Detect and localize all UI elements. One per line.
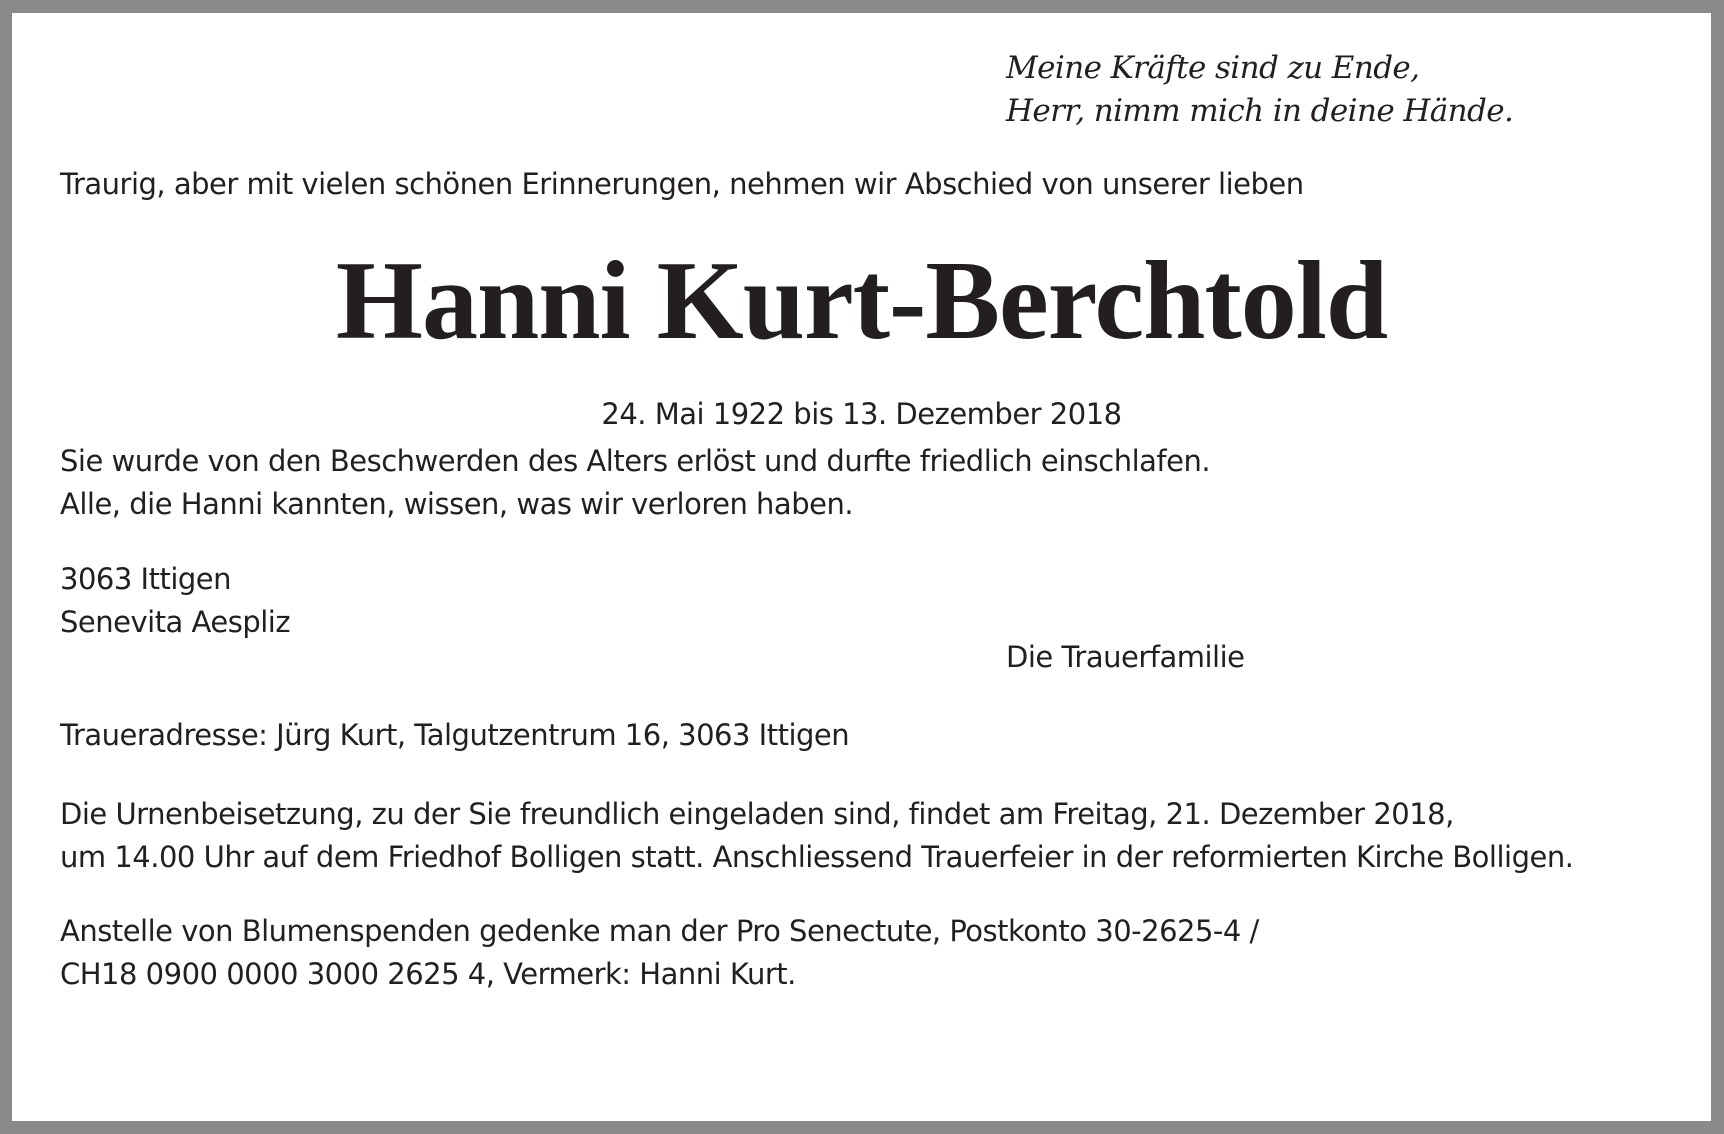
mourning-address: Traueradresse: Jürg Kurt, Talgutzentrum 16, 3063 Ittigen [60,718,850,752]
motto-line-2: Herr, nimm mich in deine Hände. [1006,93,1514,129]
message-block [60,440,1210,526]
location-line-2: Senevita Aespliz [60,605,291,639]
obituary-notice [12,13,1711,1121]
signature: Die Trauerfamilie [1006,640,1245,674]
location-block [60,558,290,644]
motto-line-1: Meine Kräfte sind zu Ende, [1006,50,1420,86]
message-line-1: Sie wurde von den Beschwerden des Alters erlöst und durfte friedlich einschlafen. [60,444,1211,478]
ceremony-line-2: um 14.00 Uhr auf dem Friedhof Bolligen statt. Anschliessend Trauerfeier in der reformierten Kirche Bolligen. [60,840,1574,874]
location-line-1: 3063 Ittigen [60,562,232,596]
donation-line-2: CH18 0900 0000 3000 2625 4, Vermerk: Hanni Kurt. [60,957,796,991]
ceremony-line-1: Die Urnenbeisetzung, zu der Sie freundlich eingeladen sind, findet am Freitag, 21. Dezember 2018, [60,797,1454,831]
message-line-2: Alle, die Hanni kannten, wissen, was wir verloren haben. [60,487,854,521]
motto-verse [1006,47,1513,133]
intro-text: Traurig, aber mit vielen schönen Erinnerungen, nehmen wir Abschied von unserer lieben [60,167,1304,201]
donation-block [60,910,1259,996]
life-dates: 24. Mai 1922 bis 13. Dezember 2018 [601,397,1122,431]
deceased-name: Hanni Kurt-Berchtold [335,239,1388,363]
ceremony-block [60,793,1573,879]
donation-line-1: Anstelle von Blumenspenden gedenke man der Pro Senectute, Postkonto 30-2625-4 / [60,914,1259,948]
